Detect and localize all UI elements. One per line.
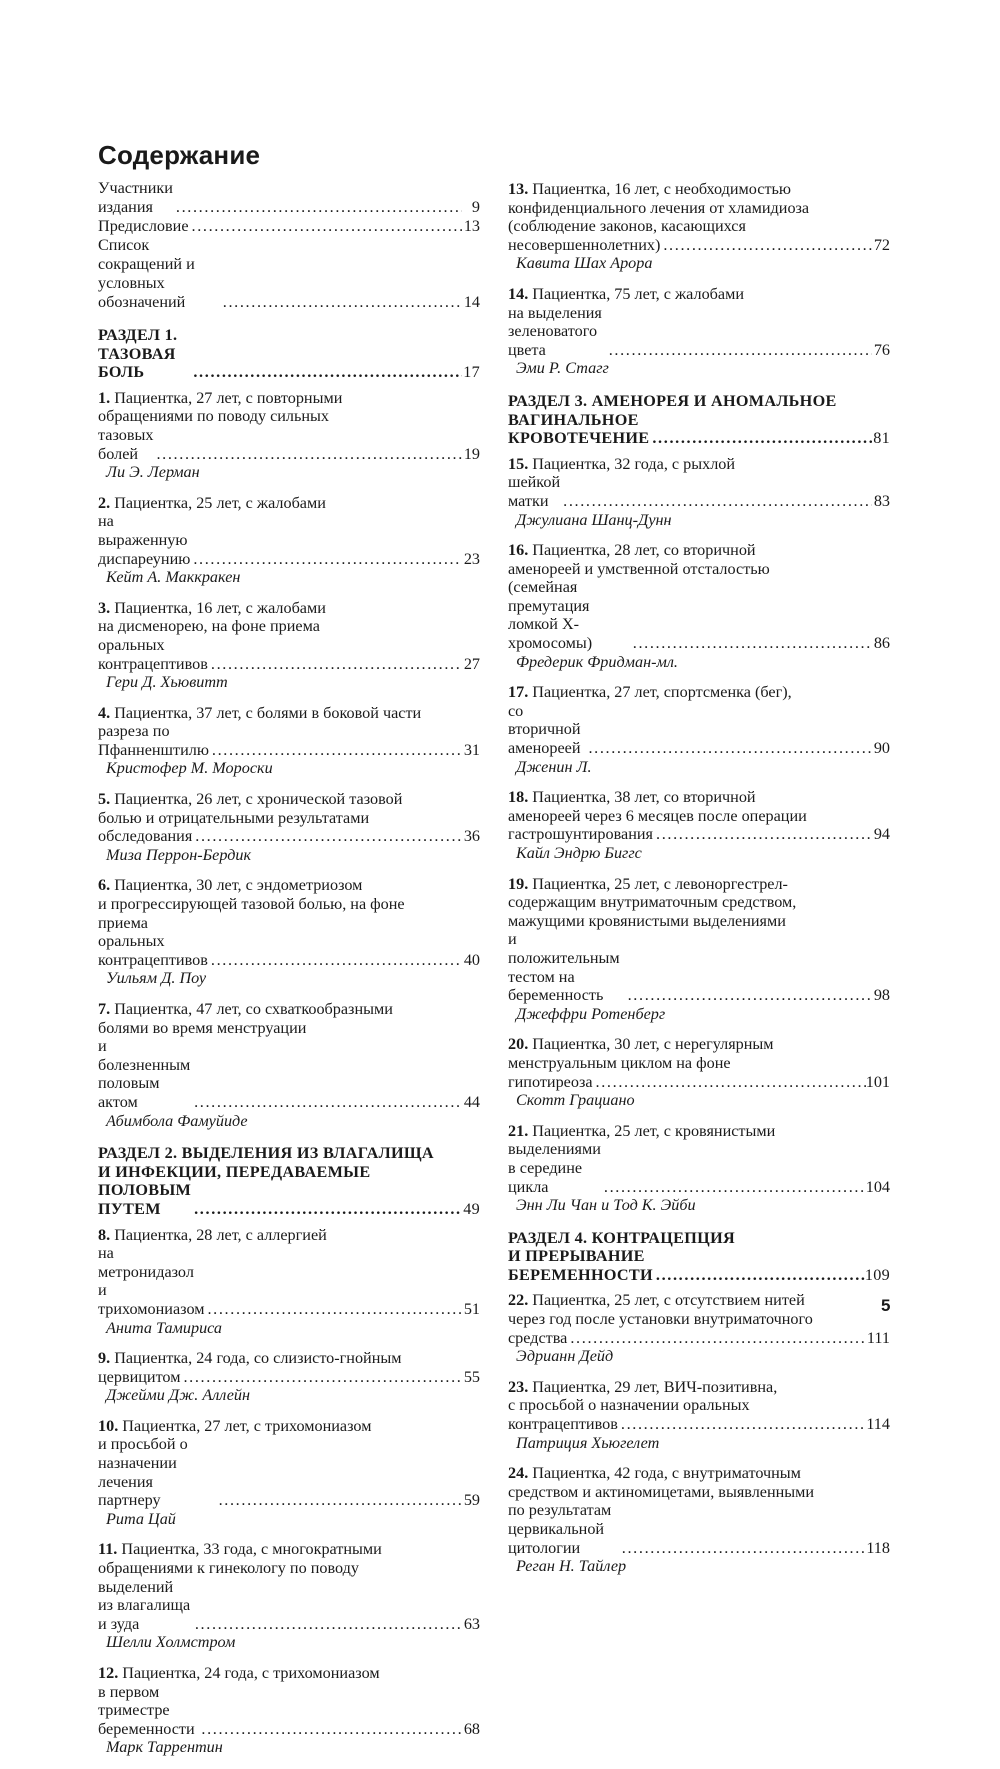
section-heading <box>508 1229 890 1285</box>
toc-entry-row[interactable] <box>508 1415 890 1434</box>
entry-title-line: 3. Пациентка, 16 лет, с жалобами <box>98 598 326 617</box>
entry-title-line: 1. Пациентка, 27 лет, с повторными <box>98 388 343 407</box>
entry-author: Энн Ли Чан и Тод К. Эйби <box>516 1196 696 1215</box>
entry-title-line: 24. Пациентка, 42 года, с внутриматочным <box>508 1464 801 1483</box>
page-ref: 14 <box>463 293 480 311</box>
entry-author: Дженин Л. <box>516 757 592 776</box>
entry-author: Рита Цай <box>106 1509 176 1528</box>
dot-leader <box>618 1415 866 1434</box>
page-ref: 36 <box>463 827 480 846</box>
toc-entry <box>508 541 890 671</box>
entry-number: 6. <box>98 876 111 895</box>
entry-title-last-line: Участники издания <box>98 179 173 216</box>
page-ref: 59 <box>463 1491 480 1510</box>
entry-title-last-line: Список сокращений и условных обозначений <box>98 236 195 311</box>
dot-leader <box>619 1539 867 1558</box>
page-ref: 31 <box>463 740 480 759</box>
toc-entry-row[interactable] <box>98 827 480 846</box>
entry-number: 16. <box>508 541 529 560</box>
entry-number: 12. <box>98 1664 119 1682</box>
entry-title-last-line: на выраженную диспареунию <box>98 512 191 568</box>
page-ref: 19 <box>463 444 480 463</box>
entry-author: Ли Э. Лерман <box>106 463 200 482</box>
entry-author: Реган Н. Тайлер <box>516 1557 627 1576</box>
dot-leader <box>180 1368 462 1387</box>
dot-leader <box>653 825 872 844</box>
page-ref: 76 <box>873 340 890 359</box>
page-ref: 17 <box>463 363 480 382</box>
entry-author: Миза Перрон-Бердик <box>106 845 252 864</box>
dot-leader <box>190 363 462 382</box>
entry-title-line: 12. Пациентка, 24 года, с трихомониазом <box>98 1664 380 1682</box>
toc-entry <box>98 790 480 864</box>
entry-title-line: болями во время менструации <box>98 1018 307 1037</box>
page-ref: 98 <box>873 986 890 1005</box>
dot-leader <box>585 739 872 758</box>
entry-author: Джеффри Ротенберг <box>516 1004 666 1023</box>
entry-title-line: 13. Пациентка, 16 лет, с необходимостью <box>508 180 792 198</box>
entry-number: 19. <box>508 874 529 893</box>
entry-number: 9. <box>98 1349 111 1368</box>
entry-number: 24. <box>508 1464 529 1483</box>
entry-number: 3. <box>98 598 111 617</box>
entry-author: Патриция Хьюгелет <box>516 1433 660 1452</box>
toc-entry <box>98 704 480 778</box>
entry-title-last-line: выделениями в середине цикла <box>508 1140 601 1196</box>
entry-title-last-line: ВАГИНАЛЬНОЕ КРОВОТЕЧЕНИЕ <box>508 410 650 448</box>
section-heading <box>508 392 890 448</box>
toc-entry-row[interactable] <box>508 1501 890 1557</box>
toc-entry <box>508 1464 890 1576</box>
page-ref: 68 <box>463 1719 480 1738</box>
entry-author: Кейт А. Маккракен <box>106 568 241 587</box>
page-ref: 72 <box>873 235 890 254</box>
toc-entry-row[interactable] <box>98 914 480 970</box>
toc-entry-row[interactable] <box>508 236 890 255</box>
dot-leader <box>649 429 872 448</box>
entry-title-last-line: разреза по Пфанненштилю <box>98 722 209 759</box>
entry-title-last-line: на выделения зеленоватого цвета <box>508 303 602 359</box>
entry-number: 20. <box>508 1035 529 1054</box>
page-ref: 104 <box>865 1177 890 1196</box>
entry-title-last-line: обследования <box>98 827 193 846</box>
entry-number: 14. <box>508 284 529 303</box>
toc-entry <box>508 285 890 378</box>
entry-title-line: аменореей через 6 месяцев после операции <box>508 806 807 825</box>
toc-right-column <box>508 180 890 1588</box>
page-ref: 81 <box>873 429 890 448</box>
page-ref: 83 <box>873 491 890 510</box>
toc-entry <box>508 1035 890 1109</box>
entry-number: 7. <box>98 1000 111 1018</box>
toc-entry-row[interactable] <box>98 512 480 568</box>
section-title-row[interactable] <box>98 1181 480 1218</box>
section-heading <box>98 326 480 382</box>
toc-entry <box>98 494 480 587</box>
toc-entry <box>508 1122 890 1215</box>
entry-title-line: 22. Пациентка, 25 лет, с отсутствием нитей <box>508 1291 805 1310</box>
entry-title-last-line: по результатам цервикальной цитологии <box>508 1501 612 1557</box>
entry-author: Анита Тамириса <box>106 1318 223 1337</box>
dot-leader <box>593 1073 866 1092</box>
entry-title-last-line: (семейная премутация ломкой X-хромосомы) <box>508 578 593 653</box>
toc-entry-row[interactable] <box>98 426 480 463</box>
entry-title-last-line: выделений из влагалища и зуда <box>98 1577 191 1633</box>
entry-title-last-line: на метронидазол и трихомониазом <box>98 1244 205 1318</box>
section-title-line: РАЗДЕЛ 4. КОНТРАЦЕПЦИЯ <box>508 1228 735 1247</box>
entry-author: Кристофер М. Мороски <box>106 759 273 778</box>
page-ref: 23 <box>463 549 480 568</box>
toc-entry <box>98 389 480 482</box>
entry-title-line: с просьбой о назначении оральных <box>508 1396 750 1415</box>
toc-entry-row[interactable] <box>98 1037 480 1111</box>
toc-entry <box>98 1349 480 1405</box>
entry-number: 1. <box>98 388 111 407</box>
dot-leader <box>191 1093 462 1112</box>
entry-title-line: (соблюдение законов, касающихся <box>508 217 746 236</box>
dot-leader <box>208 951 462 970</box>
entry-title-line: болью и отрицательными результатами <box>98 808 370 827</box>
dot-leader <box>567 1329 867 1348</box>
page-ref: 51 <box>463 1299 480 1318</box>
entry-title-last-line: и болезненным половым актом <box>98 1037 191 1111</box>
dot-leader <box>560 492 872 511</box>
section-heading <box>98 1144 480 1218</box>
toc-entry <box>98 1226 480 1338</box>
dot-leader <box>198 1720 462 1739</box>
toc-entry-row[interactable] <box>98 1244 480 1318</box>
dot-leader <box>208 655 462 674</box>
toc-entry <box>508 683 890 776</box>
dot-leader <box>192 827 462 846</box>
entry-title-line: 6. Пациентка, 30 лет, с эндометриозом <box>98 876 363 895</box>
toc-entry-row[interactable] <box>508 304 890 360</box>
toc-left-column <box>98 179 480 1769</box>
entry-number: 21. <box>508 1121 529 1140</box>
page-ref: 94 <box>873 825 890 844</box>
page-ref: 55 <box>463 1367 480 1386</box>
page-ref: 114 <box>866 1415 890 1434</box>
entry-title-last-line: в первом триместре беременности <box>98 1682 195 1738</box>
entry-title-line: 4. Пациентка, 37 лет, с болями в боковой части <box>98 703 422 722</box>
entry-author: Шелли Холмстром <box>106 1633 236 1652</box>
page-ref: 40 <box>463 950 480 969</box>
entry-title-last-line: ПОЛОВЫМ ПУТЕМ <box>98 1181 192 1218</box>
toc-entry-row[interactable] <box>508 578 890 652</box>
section-title-line: РАЗДЕЛ 2. ВЫДЕЛЕНИЯ ИЗ ВЛАГАЛИЩА <box>98 1144 434 1163</box>
section-title-row[interactable] <box>508 411 890 448</box>
section-title-row[interactable] <box>508 1247 890 1284</box>
entry-title-last-line: приема оральных контрацептивов <box>98 913 208 969</box>
entry-title-line: обращениями по поводу сильных <box>98 407 330 426</box>
entry-title-line: средством и актиномицетами, выявленными <box>508 1482 815 1501</box>
toc-entry <box>98 1417 480 1529</box>
entry-number: 23. <box>508 1377 529 1396</box>
entry-title-line: 19. Пациентка, 25 лет, с левоноргестрел- <box>508 874 788 893</box>
entry-title-line: 23. Пациентка, 29 лет, ВИЧ-позитивна, <box>508 1377 778 1396</box>
dot-leader <box>204 1300 462 1319</box>
entry-author: Фредерик Фридман-мл. <box>516 652 678 671</box>
toc-entry <box>508 875 890 1024</box>
entry-title-line: 8. Пациентка, 28 лет, с аллергией <box>98 1225 327 1244</box>
dot-leader <box>191 1200 462 1219</box>
entry-title-last-line: шейкой матки <box>508 473 561 510</box>
entry-title-line: 15. Пациентка, 32 года, с рыхлой <box>508 454 736 473</box>
toc-entry-row[interactable] <box>98 1368 480 1387</box>
entry-author: Уильям Д. Поу <box>106 969 207 988</box>
dot-leader <box>189 217 462 236</box>
entry-number: 8. <box>98 1225 111 1244</box>
page-ref: 111 <box>866 1328 890 1347</box>
entry-number: 18. <box>508 788 529 807</box>
dot-leader <box>653 1266 865 1285</box>
dot-leader <box>173 198 462 217</box>
entry-number: 11. <box>98 1540 118 1559</box>
entry-title-last-line: контрацептивов <box>508 1415 618 1434</box>
entry-title-line: и прогрессирующей тазовой болью, на фоне <box>98 895 405 914</box>
toc-entry-row[interactable] <box>508 1329 890 1348</box>
entry-number: 10. <box>98 1416 119 1435</box>
entry-title-last-line: гастрошунтирования <box>508 825 653 844</box>
toc-entry-row[interactable] <box>98 636 480 673</box>
page-ref: 86 <box>873 634 890 653</box>
entry-title-last-line: РАЗДЕЛ 1. ТАЗОВАЯ БОЛЬ <box>98 326 178 382</box>
entry-author: Эдрианн Дейд <box>516 1347 614 1366</box>
entry-title-last-line: несовершеннолетних) <box>508 235 661 254</box>
entry-title-line: конфиденциального лечения от хламидиоза <box>508 198 810 217</box>
toc-right-list <box>508 180 890 1576</box>
entry-title-line: на дисменорею, на фоне приема <box>98 617 320 636</box>
toc-entry-row[interactable] <box>508 1073 890 1092</box>
page-ref: 90 <box>873 739 890 758</box>
entry-author: Скотт Грациано <box>516 1091 635 1110</box>
toc-entry-row[interactable] <box>508 702 890 758</box>
dot-leader <box>660 236 872 255</box>
entry-title-last-line: и просьбой о назначении лечения партнеру <box>98 1435 188 1510</box>
dot-leader <box>630 634 872 653</box>
entry-author: Кавита Шах Арора <box>516 254 653 273</box>
entry-author: Джулиана Шанц-Дунн <box>516 510 672 529</box>
entry-title-line: 16. Пациентка, 28 лет, со вторичной <box>508 541 756 560</box>
section-title-row[interactable] <box>98 326 480 382</box>
entry-title-last-line: тазовых болей <box>98 425 154 463</box>
page-ref: 44 <box>463 1092 480 1111</box>
toc-entry <box>508 1378 890 1452</box>
toc-entry <box>508 455 890 529</box>
entry-title-last-line: Предисловие <box>98 217 189 235</box>
entry-title-last-line: средства <box>508 1328 568 1347</box>
entry-author: Джейми Дж. Аллейн <box>106 1386 251 1405</box>
toc-entry-row[interactable] <box>98 1435 480 1509</box>
front-matter-item[interactable] <box>98 217 480 236</box>
toc-entry-row[interactable] <box>508 825 890 844</box>
entry-number: 17. <box>508 683 529 702</box>
dot-leader <box>153 445 462 464</box>
entry-title-line: менструальным циклом на фоне <box>508 1053 731 1072</box>
toc-entry-row[interactable] <box>508 1140 890 1196</box>
page-ref: 9 <box>471 198 480 216</box>
entry-title-line: 11. Пациентка, 33 года, с многократными <box>98 1540 382 1559</box>
toc-entry-row[interactable] <box>98 1683 480 1739</box>
toc-entry <box>98 1664 480 1757</box>
entry-title-line: 2. Пациентка, 25 лет, с жалобами <box>98 493 326 512</box>
toc-entry <box>98 599 480 692</box>
page-ref: 13 <box>463 217 480 235</box>
toc-entry <box>508 1291 890 1365</box>
toc-entry <box>508 788 890 862</box>
entry-title-last-line: и положительным тестом на беременность <box>508 930 620 1005</box>
front-matter-item[interactable] <box>98 179 480 217</box>
toc-left-list <box>98 326 480 1757</box>
entry-title-line: 20. Пациентка, 30 лет, с нерегулярным <box>508 1035 774 1054</box>
section-title-line: РАЗДЕЛ 3. АМЕНОРЕЯ И АНОМАЛЬНОЕ <box>508 391 837 410</box>
dot-leader <box>220 293 462 312</box>
entry-title-line: аменореей и умственной отсталостью <box>508 559 770 578</box>
toc-entry <box>98 876 480 988</box>
dot-leader <box>190 550 462 569</box>
toc-entry <box>98 1540 480 1652</box>
entry-title-last-line: оральных контрацептивов <box>98 635 208 673</box>
front-matter <box>98 179 480 312</box>
entry-title-line: 21. Пациентка, 25 лет, с кровянистыми <box>508 1121 776 1140</box>
entry-author: Гери Д. Хьювитт <box>106 673 228 692</box>
entry-title-line: содержащим внутриматочным средством, <box>508 893 797 912</box>
entry-number: 2. <box>98 493 111 512</box>
entry-author: Абимбола Фамуйиде <box>106 1111 248 1130</box>
front-matter-item[interactable] <box>98 236 480 312</box>
dot-leader <box>625 986 872 1005</box>
page-ref: 63 <box>463 1614 480 1633</box>
entry-title-line: 7. Пациентка, 47 лет, со схваткообразными <box>98 1000 393 1018</box>
dot-leader <box>192 1615 462 1634</box>
entry-title-line: 14. Пациентка, 75 лет, с жалобами <box>508 284 744 303</box>
entry-title-line: 18. Пациентка, 38 лет, со вторичной <box>508 788 756 807</box>
entry-number: 15. <box>508 454 529 473</box>
page-ref: 109 <box>864 1265 890 1284</box>
entry-title-line: 17. Пациентка, 27 лет, спортсменка (бег), <box>508 683 792 702</box>
entry-number: 13. <box>508 180 529 198</box>
toc-entry-row[interactable] <box>508 473 890 510</box>
page-number: 5 <box>881 1296 891 1315</box>
entry-number: 22. <box>508 1291 529 1310</box>
toc-entry <box>508 180 890 273</box>
entry-number: 5. <box>98 790 111 809</box>
dot-leader <box>606 341 872 360</box>
dot-leader <box>209 741 462 760</box>
entry-author: Эми Р. Стагг <box>516 359 609 378</box>
page-ref: 118 <box>866 1538 890 1557</box>
entry-number: 4. <box>98 703 111 722</box>
entry-title-line: 9. Пациентка, 24 года, со слизисто-гнойным <box>98 1349 402 1368</box>
toc-entry <box>98 1000 480 1130</box>
toc-entry-row[interactable] <box>98 722 480 759</box>
dot-leader <box>216 1491 462 1510</box>
entry-title-line: 5. Пациентка, 26 лет, с хронической тазовой <box>98 790 403 809</box>
page-ref: 27 <box>463 654 480 673</box>
entry-title-last-line: цервицитом <box>98 1367 181 1386</box>
entry-title-last-line: гипотиреоза <box>508 1072 593 1091</box>
entry-author: Марк Таррентин <box>106 1738 223 1757</box>
entry-title-last-line: И ПРЕРЫВАНИЕ БЕРЕМЕННОСТИ <box>508 1247 653 1284</box>
dot-leader <box>601 1178 866 1197</box>
page-title: Содержание <box>98 140 261 170</box>
page-ref: 49 <box>463 1199 480 1218</box>
entry-author: Кайл Эндрю Биггс <box>516 844 642 862</box>
entry-title-last-line: со вторичной аменореей <box>508 701 581 758</box>
entry-title-line: 10. Пациентка, 27 лет, с трихомониазом <box>98 1416 372 1435</box>
toc-entry-row[interactable] <box>98 1578 480 1634</box>
entry-title-line: через год после установки внутриматочного <box>508 1310 813 1329</box>
entry-title-line: обращениями к гинекологу по поводу <box>98 1559 359 1578</box>
toc-entry-row[interactable] <box>508 930 890 1004</box>
section-title-line: И ИНФЕКЦИИ, ПЕРЕДАВАЕМЫЕ <box>98 1162 371 1181</box>
page-ref: 101 <box>865 1072 890 1091</box>
entry-title-line: мажущими кровянистыми выделениями <box>508 911 786 930</box>
